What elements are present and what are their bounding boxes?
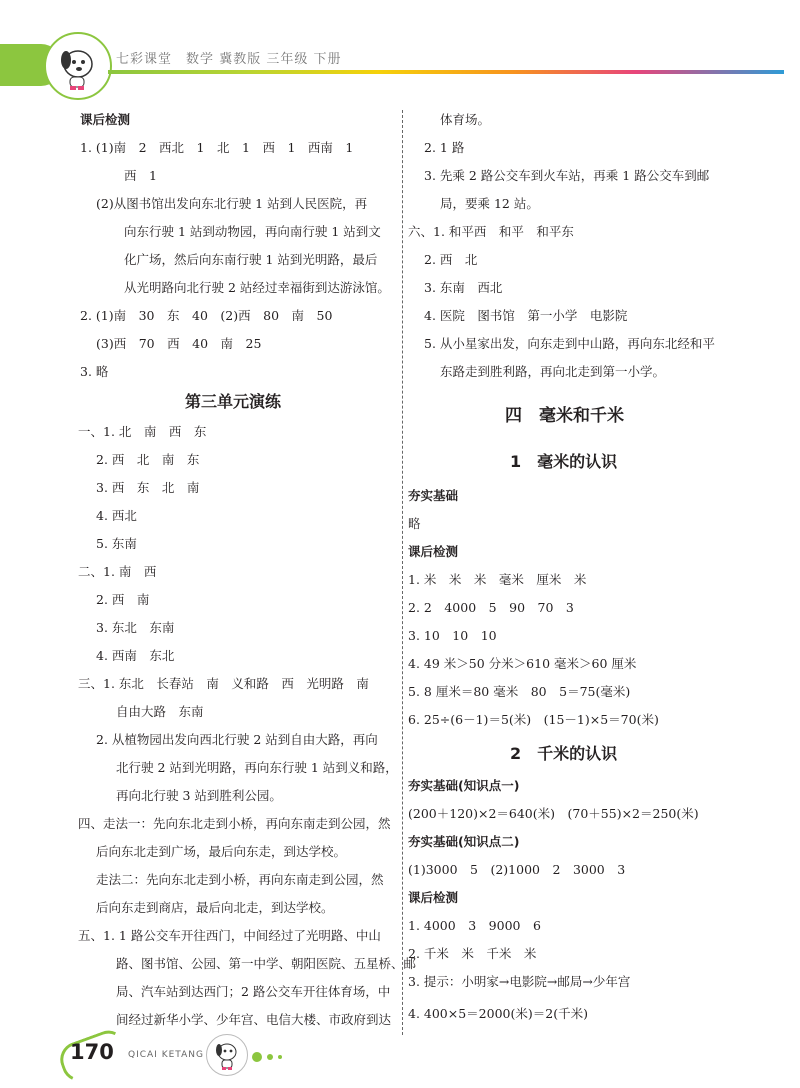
answer-line: 路、图书馆、公园、第一中学、朝阳医院、五星桥、邮: [116, 956, 417, 971]
page-number: 170: [70, 1040, 114, 1064]
unit-title: 第三单元演练: [185, 392, 282, 411]
answer-line: 4. 西北: [96, 508, 137, 523]
header-subject: 数学: [186, 52, 215, 67]
answer-line: 4. 49 米＞50 分米＞610 毫米＞60 厘米: [408, 656, 637, 671]
section-heading: 夯实基础: [408, 488, 459, 503]
answer-line: 西 1: [124, 168, 157, 183]
answer-line: 2. 2 4000 5 90 70 3: [408, 600, 574, 615]
section-heading: 夯实基础(知识点一): [408, 778, 520, 793]
answer-line: 局，要乘 12 站。: [440, 196, 539, 211]
answer-line: 2. 西 北: [424, 252, 478, 267]
section-heading: 夯实基础(知识点二): [408, 834, 520, 849]
answer-line: 后向东走到商店，最后向北走，到达学校。: [96, 900, 334, 915]
answer-line: 走法二：先向东北走到小桥，再向东南走到公园，然: [96, 872, 384, 887]
answer-line: 4. 西南 东北: [96, 648, 175, 663]
dog-icon: [46, 34, 110, 98]
answer-line: 北行驶 2 站到光明路，再向东行驶 1 站到义和路，: [116, 760, 398, 775]
answer-line: 2. (1)南 30 东 40 (2)西 80 南 50: [80, 308, 333, 323]
answer-line: 间经过新华小学、少年宫、电信大楼、市政府到达: [116, 1012, 392, 1027]
answer-line: 3. 东南 西北: [424, 280, 503, 295]
answer-line: 五、1. 1 路公交车开往西门，中间经过了光明路、中山: [78, 928, 381, 943]
answer-line: 2. 西 北 南 东: [96, 452, 200, 467]
header-rainbow-bar: [108, 70, 784, 74]
answer-line: 六、1. 和平西 和平 和平东: [408, 224, 574, 239]
answer-line: 3. 先乘 2 路公交车到火车站，再乘 1 路公交车到邮: [424, 168, 710, 183]
answer-line: 四、走法一：先向东北走到小桥，再向东南走到公园，然: [78, 816, 391, 831]
footer-dot: [278, 1055, 282, 1059]
answer-line: 3. 西 东 北 南: [96, 480, 200, 495]
answer-line: 5. 从小星家出发，向东走到中山路，再向东北经和平: [424, 336, 715, 351]
answer-line: 5. 东南: [96, 536, 137, 551]
answer-line: 4. 医院 图书馆 第一小学 电影院: [424, 308, 628, 323]
answer-line: 东路走到胜利路，再向北走到第一小学。: [440, 364, 666, 379]
answer-line: 4. 400×5＝2000(米)＝2(千米): [408, 1006, 588, 1021]
footer-brand: QICAI KETANG: [128, 1050, 204, 1060]
answer-line: 2. 西 南: [96, 592, 150, 607]
dog-icon: [207, 1035, 247, 1075]
answer-line: 2. 从植物园出发向西北行驶 2 站到自由大路，再向: [96, 732, 378, 747]
answer-line: 1. 米 米 米 毫米 厘米 米: [408, 572, 587, 587]
column-divider: [402, 110, 403, 1035]
answer-line: 3. 略: [80, 364, 109, 379]
answer-line: 2. 1 路: [424, 140, 465, 155]
footer-dot: [267, 1054, 273, 1060]
answer-line: (3)西 70 西 40 南 25: [96, 336, 262, 351]
section-heading: 课后检测: [408, 890, 459, 905]
answer-line: 再向北行驶 3 站到胜利公园。: [116, 788, 282, 803]
answer-line: 后向东北走到广场，最后向东走，到达学校。: [96, 844, 347, 859]
answer-line: 6. 25÷(6－1)＝5(米) (15－1)×5＝70(米): [408, 712, 659, 727]
section-heading: 课后检测: [80, 112, 131, 127]
answer-line: 化广场，然后向东南行驶 1 站到光明路，最后: [124, 252, 378, 267]
mascot-logo: [44, 32, 112, 100]
header-edition: 冀教版: [219, 52, 262, 67]
header-series: 七彩课堂: [116, 52, 173, 67]
answer-line: 局、汽车站到达西门；2 路公交车开往体育场，中: [116, 984, 391, 999]
answer-line: 三、1. 东北 长春站 南 义和路 西 光明路 南: [78, 676, 369, 691]
answer-line: 3. 东北 东南: [96, 620, 175, 635]
answer-line: (1)3000 5 (2)1000 2 3000 3: [408, 862, 626, 877]
answer-line: 一、1. 北 南 西 东: [78, 424, 207, 439]
lesson-title: 2 千米的认识: [510, 744, 618, 763]
answer-line: 体育场。: [440, 112, 491, 127]
answer-line: 从光明路向北行驶 2 站经过幸福街到达游泳馆。: [124, 280, 390, 295]
footer-mascot: [206, 1034, 248, 1076]
chapter-title: 四 毫米和千米: [505, 406, 624, 426]
answer-line: 略: [408, 516, 421, 531]
section-heading: 课后检测: [408, 544, 459, 559]
answer-line: (200＋120)×2＝640(米) (70＋55)×2＝250(米): [408, 806, 699, 821]
header-title: [116, 48, 342, 67]
answer-line: 自由大路 东南: [116, 704, 204, 719]
answer-line: 5. 8 厘米＝80 毫米 80 5＝75(毫米): [408, 684, 631, 699]
answer-line: 2. 千米 米 千米 米: [408, 946, 537, 961]
answer-line: 1. (1)南 2 西北 1 北 1 西 1 西南 1: [80, 140, 354, 155]
answer-line: (2)从图书馆出发向东北行驶 1 站到人民医院，再: [96, 196, 368, 211]
header-volume: 下册: [313, 52, 342, 67]
header-grade: 三年级: [266, 52, 309, 67]
answer-line: 3. 10 10 10: [408, 628, 497, 643]
answer-line: 1. 4000 3 9000 6: [408, 918, 541, 933]
answer-line: 二、1. 南 西: [78, 564, 157, 579]
footer-dot: [252, 1052, 262, 1062]
page-header: [0, 0, 800, 100]
answer-line: 3. 提示：小明家→电影院→邮局→少年宫: [408, 974, 631, 989]
lesson-title: 1 毫米的认识: [510, 452, 618, 471]
answer-line: 向东行驶 1 站到动物园，再向南行驶 1 站到文: [124, 224, 381, 239]
